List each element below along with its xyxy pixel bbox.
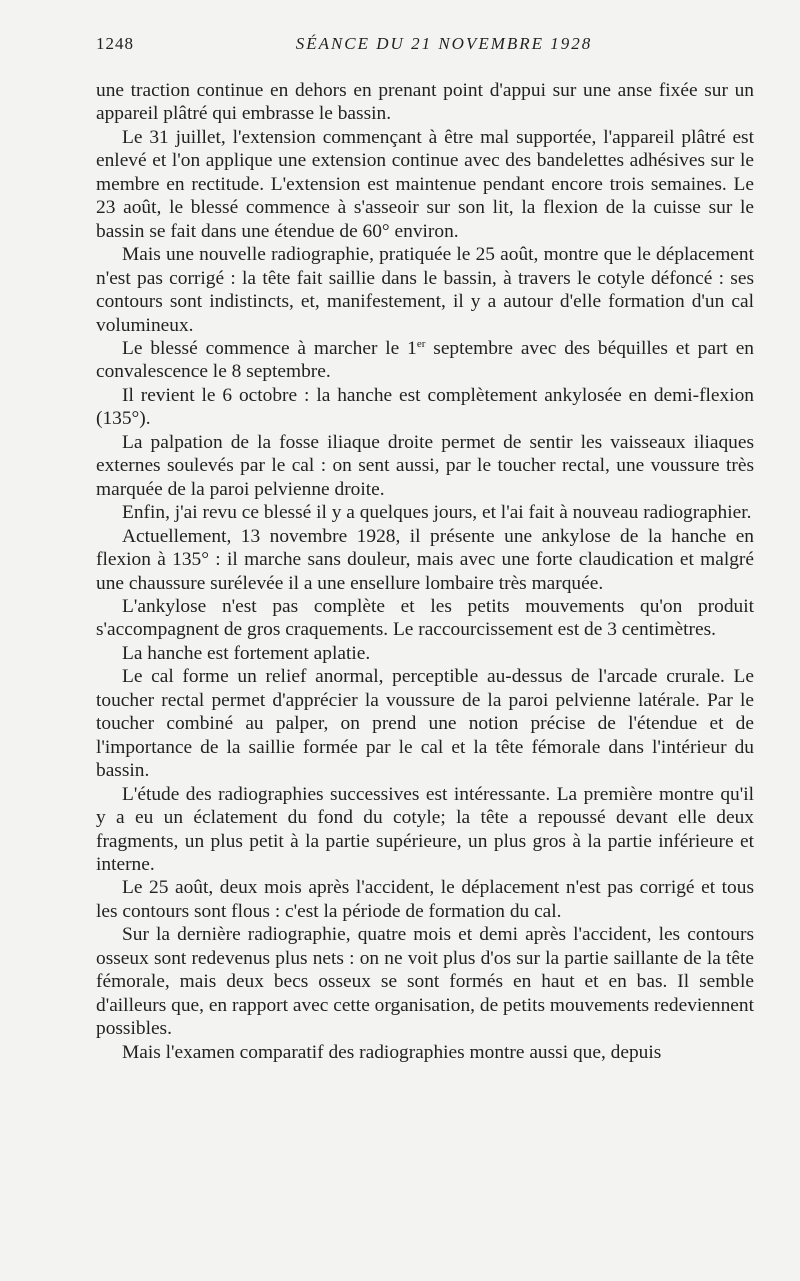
- paragraph: Le 31 juillet, l'extension commençant à être mal supportée, l'appareil plâtré est enlevé et l'on applique une extension continue avec des bandelettes adhésives sur le membre en rectitude. L'extension est maintenue pendant encore trois semaines. Le 23 août, le blessé commence à s'asseoir sur son lit, la flexion de la cuisse sur le bassin se fait dans une étendue de 60° environ.: [96, 126, 754, 242]
- paragraph: Mais l'examen comparatif des radiographies montre aussi que, depuis: [122, 1041, 662, 1063]
- paragraph: Actuellement, 13 novembre 1928, il présente une ankylose de la hanche en flexion à 135° : il marche sans douleur, mais avec une forte claudication et malgré une chaussure surélevée il a une ensellure lombaire très marquée.: [96, 525, 754, 594]
- running-title: SÉANCE DU 21 NOVEMBRE 1928: [295, 34, 593, 53]
- paragraph: Le cal forme un relief anormal, perceptible au-dessus de l'arcade crurale. Le toucher rectal permet d'apprécier la voussure de la paroi pelvienne latérale. Par le toucher combiné au palper, on prend une notion précise de l'étendue et de l'importance de la saillie formée par le cal et la tête fémorale dans l'intérieur du bassin.: [96, 666, 754, 782]
- paragraph: La hanche est fortement aplatie.: [122, 642, 371, 664]
- paragraph-text: Le blessé commence à marcher le 1: [122, 337, 417, 359]
- paragraph: L'ankylose n'est pas complète et les petits mouvements qu'on produit s'accompagnent de gros craquements. Le raccourcissement est de 3 centimètres.: [96, 595, 754, 641]
- paragraph: La palpation de la fosse iliaque droite permet de sentir les vaisseaux iliaques externes soulevés par le cal : on sent aussi, par le toucher rectal, une voussure très marquée de la paroi pelvienne droite.: [96, 431, 754, 500]
- page-number: 1248: [96, 34, 134, 53]
- body-text: [96, 79, 754, 1064]
- page-header: [96, 34, 752, 58]
- paragraph-text: septembre avec des béquilles et part en convalescence le 8 septembre.: [96, 337, 754, 383]
- paragraph: [96, 337, 754, 384]
- paragraph: Enfin, j'ai revu ce blessé il y a quelques jours, et l'ai fait à nouveau radiographier.: [122, 502, 752, 524]
- paragraph: Mais une nouvelle radiographie, pratiquée le 25 août, montre que le déplacement n'est pas corrigé : la tête fait saillie dans le bassin, à travers le cotyle défoncé : ses contours sont indistincts, et, manifestement, il y a autour d'elle formation d'un cal volumineux.: [96, 244, 754, 336]
- paragraph: Le 25 août, deux mois après l'accident, le déplacement n'est pas corrigé et tous les contours sont flous : c'est la période de formation du cal.: [96, 877, 754, 922]
- ordinal-superscript: er: [416, 337, 426, 350]
- paragraph: une traction continue en dehors en prenant point d'appui sur une anse fixée sur un appareil plâtré qui embrasse le bassin.: [96, 80, 754, 125]
- paragraph: Il revient le 6 octobre : la hanche est complètement ankylosée en demi-flexion (135°).: [96, 384, 754, 430]
- paragraph: Sur la dernière radiographie, quatre mois et demi après l'accident, les contours osseux sont redevenus plus nets : on ne voit plus d'os sur la partie saillante de la tête fémorale, mais deux becs osseux se sont formés en haut et en bas. Il semble d'ailleurs que, en rapport avec cette organisation, de petits mouvements redeviennent possibles.: [96, 924, 754, 1040]
- paragraph: L'étude des radiographies successives est intéressante. La première montre qu'il y a eu un éclatement du fond du cotyle; la tête a repoussé devant elle deux fragments, un plus petit à la partie supérieure, un plus gros à la partie inférieure et interne.: [96, 783, 754, 875]
